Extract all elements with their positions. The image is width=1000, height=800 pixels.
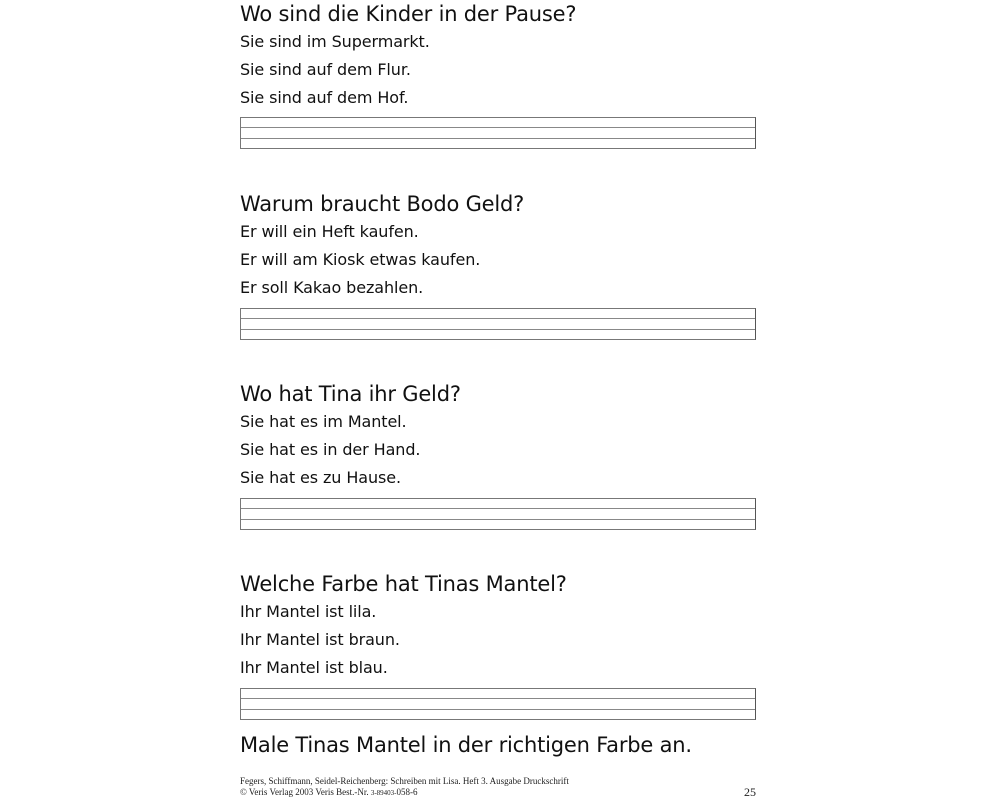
- page-number: 25: [744, 785, 756, 799]
- writing-rule: [241, 698, 755, 699]
- writing-rule: [241, 138, 755, 139]
- answer-option: Sie hat es zu Hause.: [240, 468, 401, 487]
- answer-option: Ihr Mantel ist blau.: [240, 658, 388, 677]
- writing-lines-2[interactable]: [240, 308, 756, 340]
- answer-option: Sie sind im Supermarkt.: [240, 32, 430, 51]
- answer-option: Sie hat es in der Hand.: [240, 440, 421, 459]
- footer-line-2: [240, 787, 760, 799]
- answer-option: Er will am Kiosk etwas kaufen.: [240, 250, 481, 269]
- writing-lines-3[interactable]: [240, 498, 756, 530]
- answer-option: Sie sind auf dem Flur.: [240, 60, 411, 79]
- question-4: [240, 570, 760, 682]
- footer-copyright: © Veris Verlag 2003 Veris Best.-Nr.: [240, 787, 371, 797]
- answer-option: Sie hat es im Mantel.: [240, 412, 407, 431]
- question-1: [240, 0, 760, 112]
- writing-lines-1[interactable]: [240, 117, 756, 149]
- question-2: [240, 190, 760, 302]
- writing-rule: [241, 519, 755, 520]
- answer-option: Ihr Mantel ist braun.: [240, 630, 400, 649]
- question-title: Warum braucht Bodo Geld?: [240, 192, 525, 216]
- answer-option: Er will ein Heft kaufen.: [240, 222, 419, 241]
- footer-isbn-suffix: 058-6: [396, 787, 418, 797]
- footer-line-1: Fegers, Schiffmann, Seidel-Reichenberg: Schreiben mit Lisa. Heft 3. Ausgabe Druckschrift: [240, 776, 569, 786]
- question-3: [240, 380, 760, 492]
- question-title: Wo hat Tina ihr Geld?: [240, 382, 461, 406]
- answer-option: Er soll Kakao bezahlen.: [240, 278, 424, 297]
- writing-rule: [241, 329, 755, 330]
- writing-rule: [241, 127, 755, 128]
- footer-credits: [240, 776, 760, 799]
- writing-rule: [241, 709, 755, 710]
- footer-isbn-prefix: 3-89403-: [370, 789, 397, 797]
- writing-lines-4[interactable]: [240, 688, 756, 720]
- writing-rule: [241, 318, 755, 319]
- question-title: Wo sind die Kinder in der Pause?: [240, 2, 577, 26]
- answer-option: Ihr Mantel ist lila.: [240, 602, 377, 621]
- final-instruction: Male Tinas Mantel in der richtigen Farbe an.: [240, 733, 692, 757]
- writing-rule: [241, 508, 755, 509]
- answer-option: Sie sind auf dem Hof.: [240, 88, 409, 107]
- question-title: Welche Farbe hat Tinas Mantel?: [240, 572, 567, 596]
